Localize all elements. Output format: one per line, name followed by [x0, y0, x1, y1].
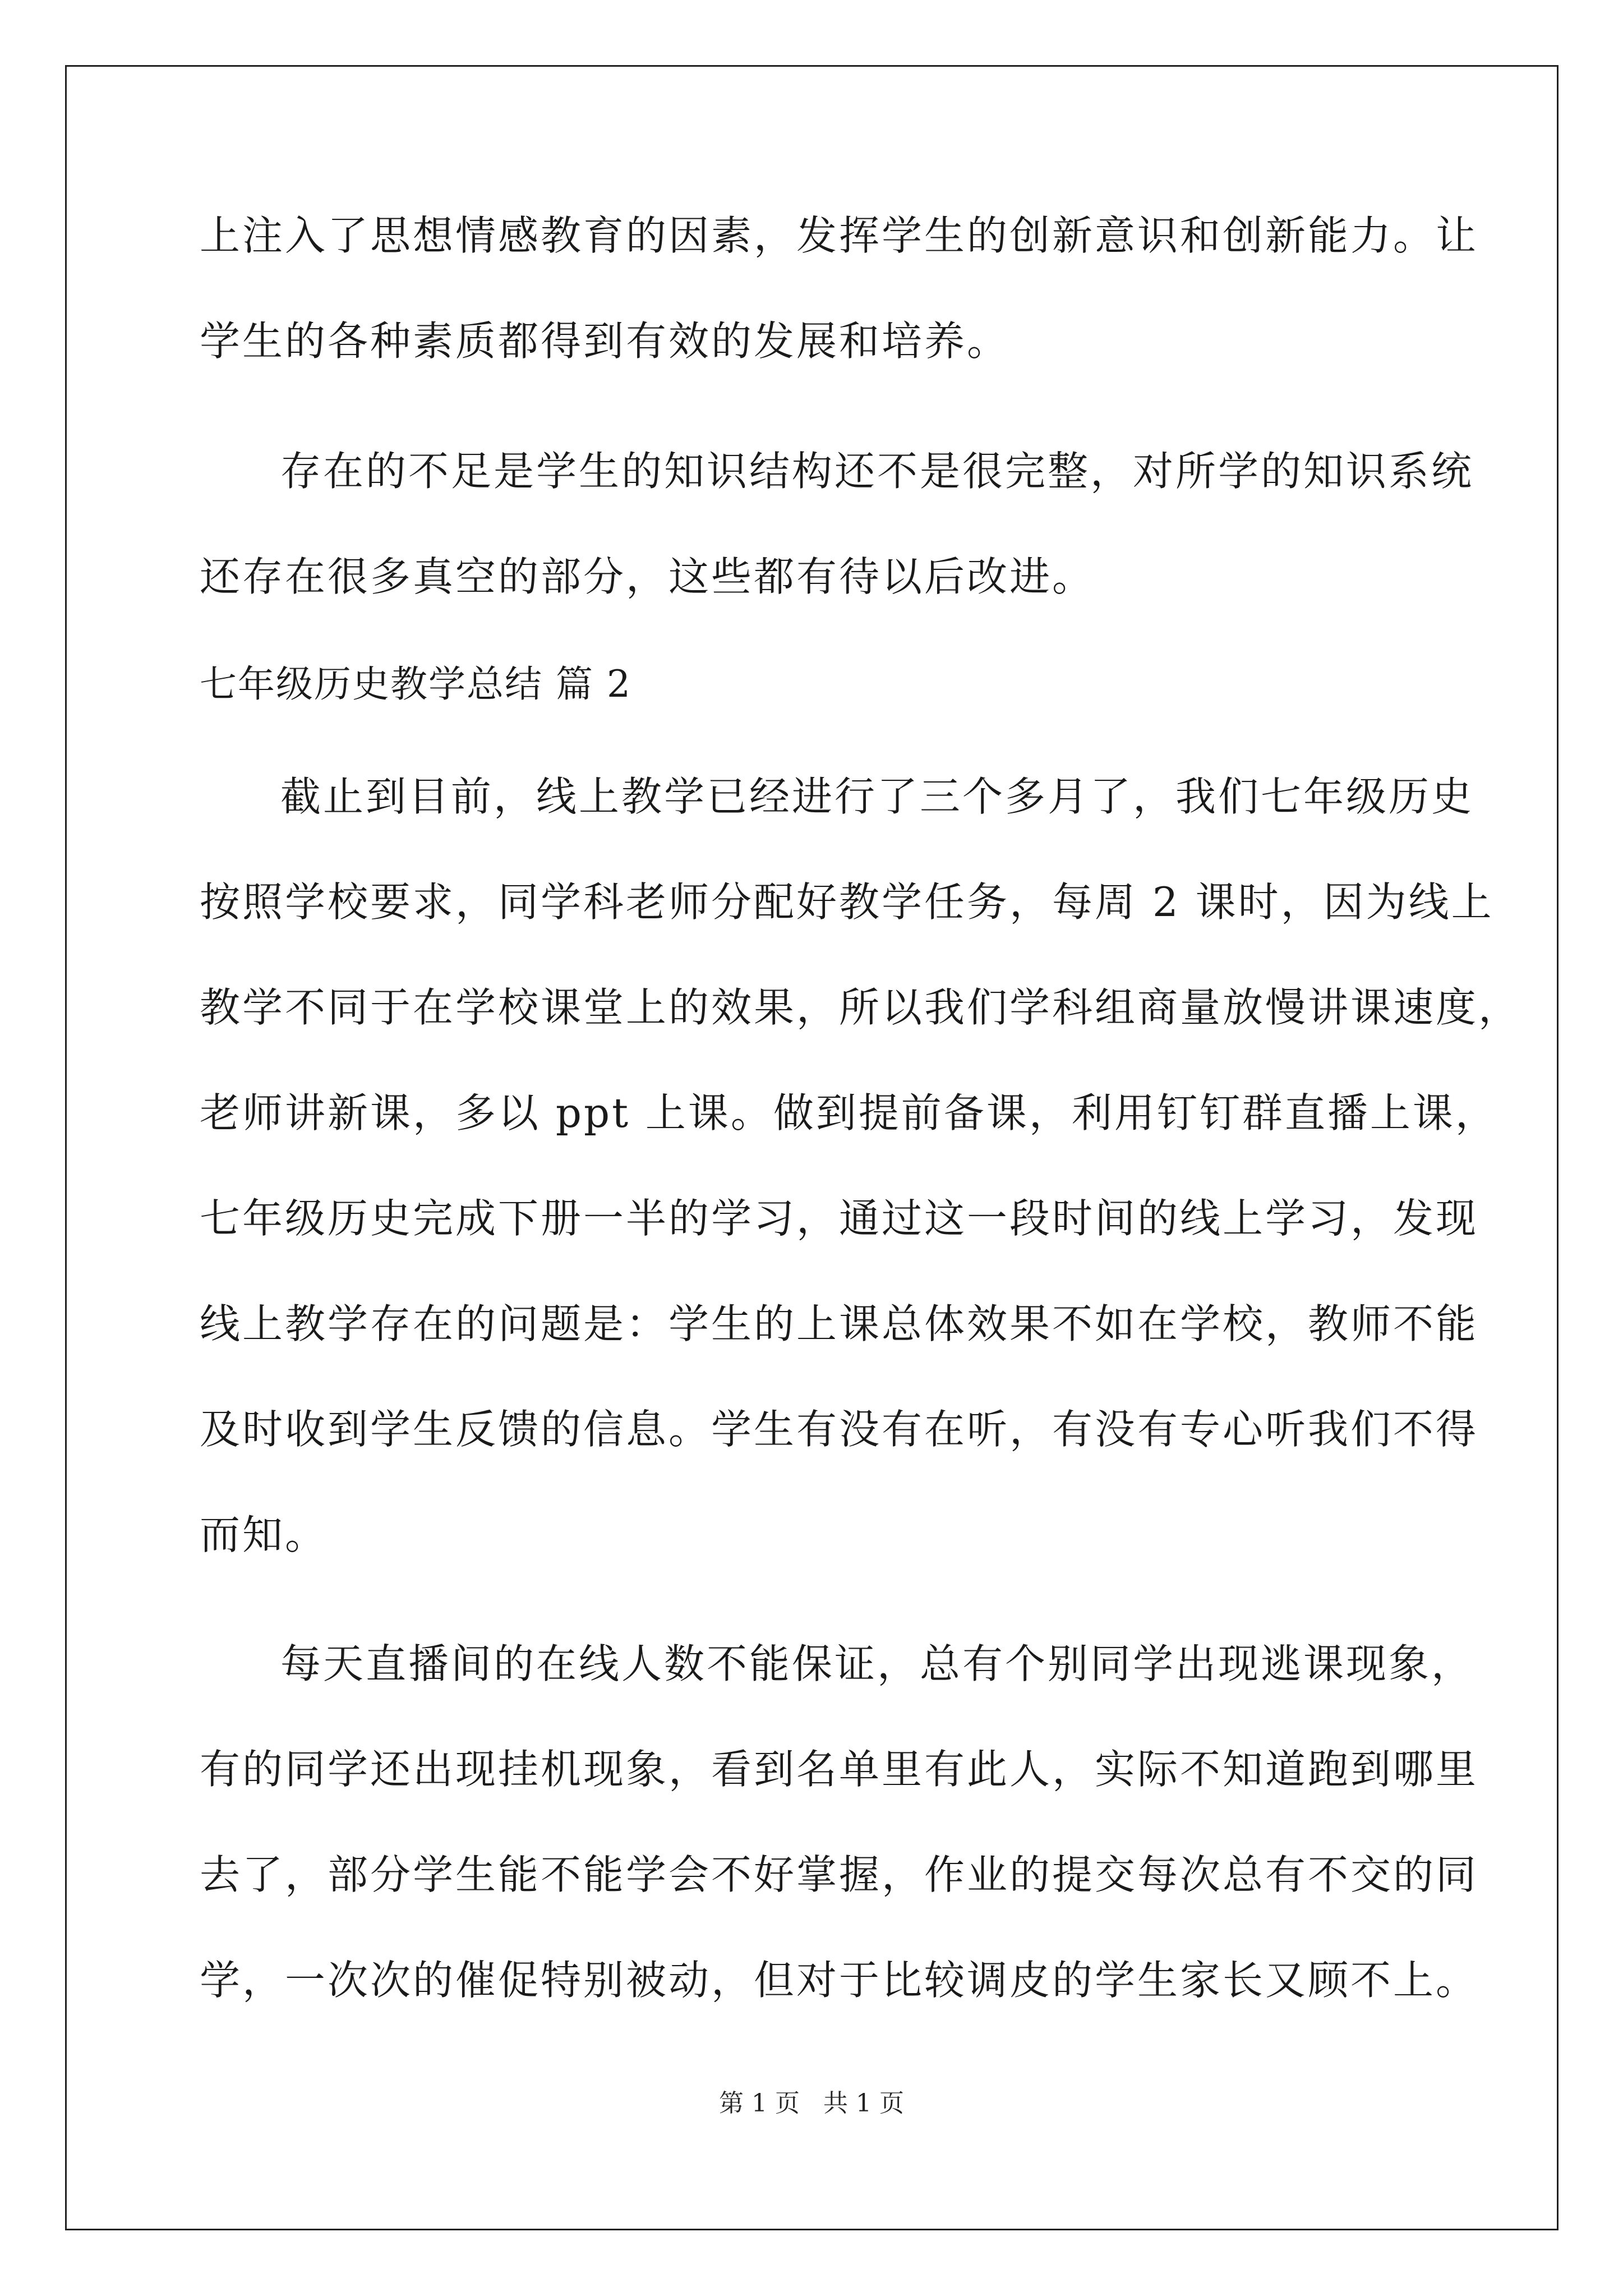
page-footer	[0, 2087, 1623, 2120]
paragraph-line: 学生的各种素质都得到有效的发展和培养。	[200, 318, 1010, 365]
paragraph-line: 学，一次次的催促特别被动，但对于比较调皮的学生家长又顾不上。	[200, 1957, 1479, 2004]
paragraph-line: 教学不同于在学校课堂上的效果，所以我们学科组商量放慢讲课速度，	[200, 984, 1521, 1031]
page-total: 共 1 页	[823, 2089, 904, 2118]
paragraph-line: 及时收到学生反馈的信息。学生有没有在听，有没有专心听我们不得	[200, 1406, 1479, 1453]
paragraph-line: 七年级历史完成下册一半的学习，通过这一段时间的线上学习，发现	[200, 1195, 1479, 1242]
paragraph-line: 存在的不足是学生的知识结构还不是很完整，对所学的知识系统	[280, 448, 1474, 495]
page-number: 第 1 页	[719, 2089, 800, 2118]
paragraph-line: 去了，部分学生能不能学会不好掌握，作业的提交每次总有不交的同	[200, 1851, 1479, 1898]
paragraph-line: 按照学校要求，同学科老师分配好教学任务，每周 2 课时，因为线上	[200, 878, 1494, 926]
paragraph-line: 有的同学还出现挂机现象，看到名单里有此人，实际不知道跑到哪里	[200, 1746, 1479, 1793]
paragraph-line: 上注入了思想情感教育的因素，发挥学生的创新意识和创新能力。让	[200, 212, 1479, 259]
paragraph-line: 截止到目前，线上教学已经进行了三个多月了，我们七年级历史	[280, 773, 1474, 820]
section-heading: 七年级历史教学总结 篇 2	[200, 662, 631, 706]
paragraph-line: 老师讲新课，多以 ppt 上课。做到提前备课，利用钉钉群直播上课，	[200, 1089, 1498, 1137]
paragraph-line: 而知。	[200, 1511, 328, 1558]
paragraph-line: 还存在很多真空的部分，这些都有待以后改进。	[200, 553, 1095, 600]
paragraph-line: 线上教学存在的问题是：学生的上课总体效果不如在学校，教师不能	[200, 1300, 1479, 1347]
paragraph-line: 每天直播间的在线人数不能保证，总有个别同学出现逃课现象，	[280, 1640, 1474, 1687]
page-border	[65, 65, 1559, 2230]
